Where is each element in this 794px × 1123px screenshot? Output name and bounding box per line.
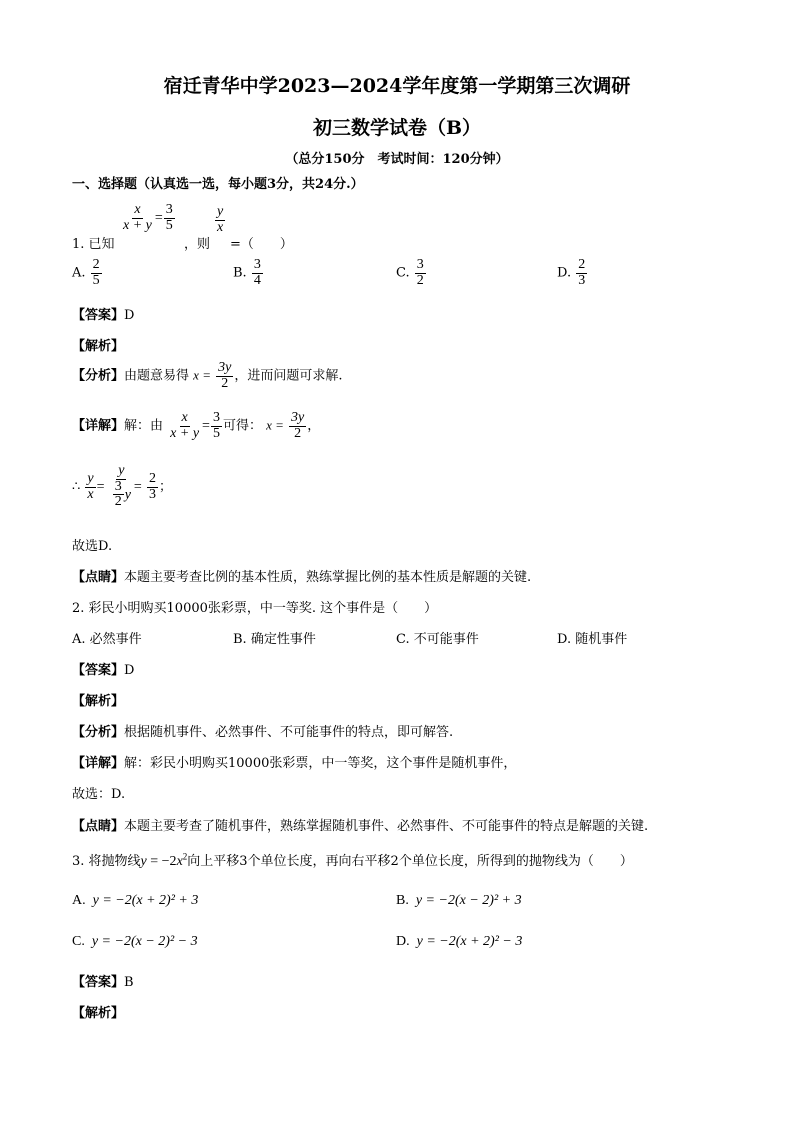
q1-answer: 【答案】D: [72, 308, 135, 323]
q3-answer: 【答案】B: [72, 975, 134, 990]
q1-number: 1. 已知: [72, 237, 115, 252]
q2-option-b: B. 确定性事件: [233, 632, 316, 647]
exam-title: 宿迁青华中学2023—2024学年度第一学期第三次调研: [163, 75, 631, 97]
q1-option-d: D. $\frac{2}{3}$: [557, 257, 586, 288]
q1-given-equation: $\frac{x}{x + y}$ = $\frac{3}{5}$: [123, 202, 173, 233]
q1-step: ∴ $\frac{y}{x}$ = y $\frac{3}{2}$ y = $\frac{2}{3}$ ；: [72, 463, 172, 510]
q2-conclusion: 故选：D.: [72, 787, 126, 802]
q1-jiexi-label: 【解析】: [72, 339, 125, 354]
q1-detail: 【详解】解：由 $\frac{x}{x + y}$ = $\frac{3}{5}$ 可得： x = $\frac{3y}{2}$ ，: [72, 410, 321, 441]
exam-subtitle: 初三数学试卷（B）: [312, 117, 482, 139]
q1-ask-fraction: $\frac{y}{x}$: [217, 204, 224, 235]
q3-stem: 3. 将抛物线$y = -2x^2$向上平移3个单位长度，再向右平移2个单位长度，所得到的抛物线为（ ）: [72, 851, 633, 869]
q1-option-a: A. $\frac{2}{5}$: [72, 257, 100, 288]
q3-jiexi-label: 【解析】: [72, 1006, 125, 1021]
q2-stem: 2. 彩民小明购买10000张彩票，中一等奖. 这个事件是（ ）: [72, 601, 438, 616]
q2-option-c: C. 不可能事件: [396, 632, 479, 647]
exam-info: （总分150分 考试时间：120分钟）: [285, 152, 509, 167]
q2-detail: 【详解】解：彩民小明购买10000张彩票，中一等奖，这个事件是随机事件，: [72, 756, 517, 771]
q2-analysis: 【分析】根据随机事件、必然事件、不可能事件的特点，即可解答.: [72, 725, 454, 740]
q2-answer: 【答案】D: [72, 663, 135, 678]
q3-option-b: B. y = −2(x − 2)² + 3: [396, 893, 522, 908]
q1-then: ，则: [184, 237, 211, 252]
q1-analysis: 【分析】由题意易得 x = $\frac{3y}{2}$ ，进而问题可求解.: [72, 360, 343, 391]
q1-option-c: C. $\frac{3}{2}$: [396, 257, 424, 288]
section-heading: 一、选择题（认真选一选，每小题3分，共24分.）: [72, 177, 364, 192]
q2-jiexi-label: 【解析】: [72, 694, 125, 709]
q3-option-c: C. y = −2(x − 2)² − 3: [72, 934, 198, 949]
q3-option-d: D. y = −2(x + 2)² − 3: [396, 934, 523, 949]
q2-option-d: D. 随机事件: [557, 632, 628, 647]
q1-ask-tail: =（ ）: [230, 237, 293, 252]
q2-option-a: A. 必然事件: [72, 632, 142, 647]
q1-option-b: B. $\frac{3}{4}$: [233, 257, 261, 288]
q2-comment: 【点睛】本题主要考查了随机事件，熟练掌握随机事件、必然事件、不可能事件的特点是解题的关键.: [72, 819, 649, 834]
q1-conclusion: 故选D.: [72, 539, 113, 554]
q3-option-a: A. y = −2(x + 2)² + 3: [72, 893, 199, 908]
q1-comment: 【点睛】本题主要考查比例的基本性质，熟练掌握比例的基本性质是解题的关键.: [72, 570, 532, 585]
